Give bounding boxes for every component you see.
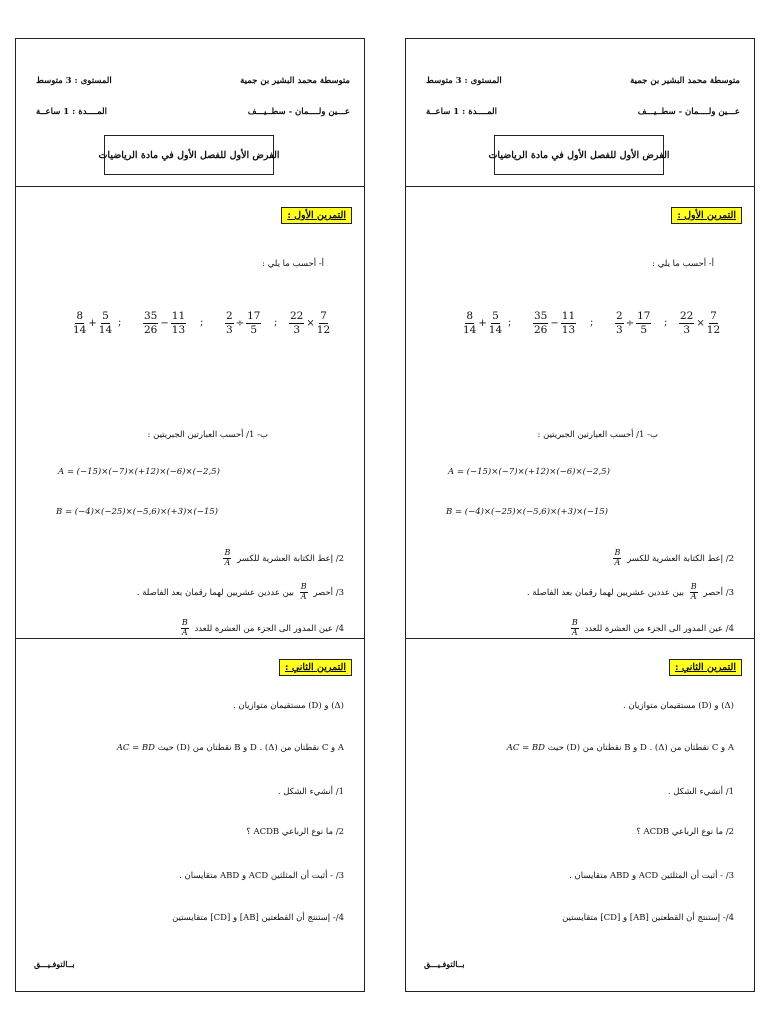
fraction-expr-2: $\frac{35}{26}$ − $\frac{11}{13}$ bbox=[534, 310, 576, 336]
fraction-expr-4: $\frac{22}{3}$ × $\frac{7}{12}$ bbox=[680, 310, 721, 336]
exam-title: الفرض الأول للفصل الأول في مادة الرياضيات bbox=[494, 135, 664, 175]
fraction-expr-1: $\frac{8}{14}$ + $\frac{5}{14}$ bbox=[73, 310, 113, 336]
school-name: متوسطة محمد البشير بن جمية bbox=[630, 76, 740, 86]
exam-title: الفرض الأول للفصل الأول في مادة الرياضيات bbox=[104, 135, 274, 175]
ex2-line-1: (Δ) و (D) مستقيمان متوازيان . bbox=[232, 701, 344, 711]
fraction-expr-4: $\frac{22}{3}$ × $\frac{7}{12}$ bbox=[290, 310, 331, 336]
header bbox=[16, 39, 364, 187]
ex2-line-3: 1/ أنشيء الشكل . bbox=[667, 787, 734, 797]
city: عـــين ولــــمان - سطــيـــف bbox=[247, 107, 350, 117]
exercise-2-label: التمرين الثاني : bbox=[669, 659, 742, 676]
expression-b: B = (−4)×(−25)×(−5,6)×(+3)×(−15) bbox=[56, 507, 218, 517]
exercise-1 bbox=[406, 187, 754, 639]
ex2-line-1: (Δ) و (D) مستقيمان متوازيان . bbox=[622, 701, 734, 711]
question-3: 3/ أحصر $\frac{B}{A}$ بين عددين عشريين لهما رقمان بعد الفاصلة . bbox=[526, 582, 734, 601]
question-2: 2/ إعط الكتابة العشرية للكسر $\frac{B}{A}$ bbox=[224, 548, 344, 567]
exercise-2 bbox=[16, 639, 364, 991]
ex2-line-6: 4/- إستنتج أن القطعتين [AB] و [CD] متقايستين bbox=[172, 913, 344, 923]
question-3: 3/ أحصر $\frac{B}{A}$ بين عددين عشريين لهما رقمان بعد الفاصلة . bbox=[136, 582, 344, 601]
fraction-expr-2: $\frac{35}{26}$ − $\frac{11}{13}$ bbox=[144, 310, 186, 336]
ex2-line-2: A و C نقطتان من (Δ) . D و B نقطتان من (D) حيث AC = BD bbox=[116, 743, 344, 753]
ex2-line-2: A و C نقطتان من (Δ) . D و B نقطتان من (D) حيث AC = BD bbox=[506, 743, 734, 753]
header bbox=[406, 39, 754, 187]
ex2-line-3: 1/ أنشيء الشكل . bbox=[277, 787, 344, 797]
fraction-row: $\frac{8}{14}$ + $\frac{5}{14}$ ; $\frac{35}{26}$ − $\frac{11}{13}$ ; $\frac{2}{3}$ ÷ $\frac{17}{5}$ ; $\frac{22}{3}$ × $\frac{7}{12}$ bbox=[16, 299, 364, 347]
exercise-1-label: التمرين الأول : bbox=[671, 207, 742, 224]
question-4: 4/ عين المدور الى الجزء من العشرة للعدد $\frac{B}{A}$ bbox=[571, 618, 734, 637]
exercise-2 bbox=[406, 639, 754, 991]
part-b: ب- 1/ أحسب العبارتين الجبريتين : bbox=[147, 430, 268, 440]
ex2-line-5: 3/ - أثبت أن المثلثين ACD و ABD متقايسان . bbox=[569, 871, 734, 881]
question-4: 4/ عين المدور الى الجزء من العشرة للعدد $\frac{B}{A}$ bbox=[181, 618, 344, 637]
signature: بــالتوفـيـــق bbox=[34, 959, 75, 969]
part-b: ب- 1/ أحسب العبارتين الجبريتين : bbox=[537, 430, 658, 440]
exam-sheet-right bbox=[405, 38, 755, 992]
expression-a: A = (−15)×(−7)×(+12)×(−6)×(−2,5) bbox=[58, 467, 220, 477]
ex2-line-6: 4/- إستنتج أن القطعتين [AB] و [CD] متقايستين bbox=[562, 913, 734, 923]
duration: المــــدة : 1 ساعــة bbox=[426, 107, 498, 117]
ex2-line-5: 3/ - أثبت أن المثلثين ACD و ABD متقايسان . bbox=[179, 871, 344, 881]
expression-a: A = (−15)×(−7)×(+12)×(−6)×(−2,5) bbox=[448, 467, 610, 477]
expression-b: B = (−4)×(−25)×(−5,6)×(+3)×(−15) bbox=[446, 507, 608, 517]
school-name: متوسطة محمد البشير بن جمية bbox=[240, 76, 350, 86]
part-a: أ- أحسب ما يلي : bbox=[652, 259, 714, 269]
fraction-expr-3: $\frac{2}{3}$ ÷ $\frac{17}{5}$ bbox=[616, 310, 651, 336]
exercise-2-label: التمرين الثاني : bbox=[279, 659, 352, 676]
level: المستوى : 3 متوسط bbox=[36, 76, 112, 86]
question-2: 2/ إعط الكتابة العشرية للكسر $\frac{B}{A}$ bbox=[614, 548, 734, 567]
ex2-line-4: 2/ ما نوع الرباعي ACDB ؟ bbox=[636, 827, 734, 837]
level: المستوى : 3 متوسط bbox=[426, 76, 502, 86]
fraction-expr-1: $\frac{8}{14}$ + $\frac{5}{14}$ bbox=[463, 310, 503, 336]
ex2-line-4: 2/ ما نوع الرباعي ACDB ؟ bbox=[246, 827, 344, 837]
city: عـــين ولــــمان - سطــيـــف bbox=[637, 107, 740, 117]
exam-sheet-left bbox=[15, 38, 365, 992]
fraction-expr-3: $\frac{2}{3}$ ÷ $\frac{17}{5}$ bbox=[226, 310, 261, 336]
fraction-row: $\frac{8}{14}$ + $\frac{5}{14}$ ; $\frac{35}{26}$ − $\frac{11}{13}$ ; $\frac{2}{3}$ ÷ $\frac{17}{5}$ ; $\frac{22}{3}$ × $\frac{7}{12}$ bbox=[406, 299, 754, 347]
signature: بــالتوفـيـــق bbox=[424, 959, 465, 969]
part-a: أ- أحسب ما يلي : bbox=[262, 259, 324, 269]
exercise-1-label: التمرين الأول : bbox=[281, 207, 352, 224]
duration: المــــدة : 1 ساعــة bbox=[36, 107, 108, 117]
exercise-1 bbox=[16, 187, 364, 639]
